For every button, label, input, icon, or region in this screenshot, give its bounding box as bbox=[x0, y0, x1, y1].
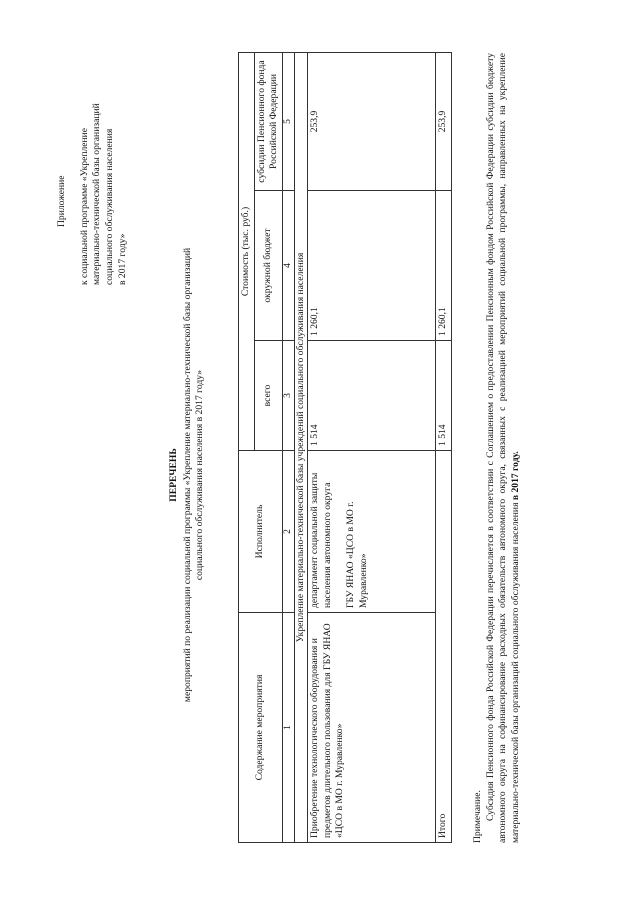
measures-table bbox=[238, 52, 452, 843]
note-text-main: Субсидия Пенсионного фонда Российской Федерации перечисляется в соответствии с Соглашением о предоставлении Пенсионным фондом Российской Федерации субсидии бюджету автономного округа на софинансирование расходных обязательств автономного округа, связанных с реализацией мероприятий социальной программы, направленных на укрепление материально-технической базы организаций социального обслуживания населения bbox=[484, 53, 521, 843]
title-heading: ПЕРЕЧЕНЬ bbox=[168, 448, 179, 502]
header-subsidy: субсидии Пенсионного фонда Российской Федерации bbox=[254, 52, 282, 190]
header-executor: Исполнитель bbox=[239, 451, 283, 613]
column-number: 3 bbox=[282, 341, 294, 451]
column-number: 1 bbox=[282, 613, 294, 843]
total-budget: 1 260,1 bbox=[436, 191, 452, 341]
title-line: мероприятий по реализации социальной программы «Укрепление материально-технической базы организаций bbox=[181, 247, 193, 703]
appendix-line: социального обслуживания населения bbox=[103, 128, 115, 285]
column-number: 4 bbox=[282, 191, 294, 341]
appendix-word: Приложение bbox=[56, 175, 67, 227]
appendix-line: материально-технической базы организаций bbox=[91, 103, 103, 285]
total-label: Итого bbox=[436, 451, 452, 843]
rotated-page bbox=[0, 45, 590, 905]
executor-organization: ГБУ ЯНАО «ЦСО в МО г. Муравленко» bbox=[345, 501, 370, 608]
total-row bbox=[436, 52, 452, 842]
table-row bbox=[308, 52, 436, 842]
header-budget: окружной бюджет bbox=[254, 191, 282, 341]
column-number: 2 bbox=[282, 451, 294, 613]
row-content: Приобретение технологического оборудования и предметов длительного пользования для ГБУ ЯНАО «ЦСО в МО г. Муравленко» bbox=[308, 613, 436, 843]
note-label: Примечание. bbox=[472, 790, 483, 843]
row-budget: 1 260,1 bbox=[308, 191, 436, 341]
executor-department: департамент социальной защиты населения автономного округа bbox=[309, 472, 333, 608]
note-text-bold: в 2017 году. bbox=[509, 451, 521, 501]
document-title bbox=[168, 195, 207, 755]
column-number: 5 bbox=[282, 52, 294, 190]
row-subsidy: 253,9 bbox=[308, 52, 436, 190]
section-row bbox=[294, 52, 308, 842]
note-text bbox=[485, 53, 523, 843]
header-content: Содержание мероприятия bbox=[239, 613, 283, 843]
appendix-block bbox=[56, 60, 129, 285]
appendix-line: в 2017 году» bbox=[116, 233, 128, 285]
header-cost: Стоимость (тыс. руб.) bbox=[239, 52, 255, 450]
total-subsidy: 253,9 bbox=[436, 52, 452, 190]
header-total: всего bbox=[254, 341, 282, 451]
row-executor bbox=[308, 451, 436, 613]
column-numbers-row bbox=[282, 52, 294, 842]
note-block bbox=[472, 53, 523, 843]
section-title: Укрепление материально-технической базы учреждений социального обслуживания населения bbox=[294, 52, 308, 842]
row-total: 1 514 bbox=[308, 341, 436, 451]
title-line: социального обслуживания населения в 2017 году» bbox=[194, 369, 206, 581]
appendix-line: к социальной программе «Укрепление bbox=[78, 127, 90, 285]
total-total: 1 514 bbox=[436, 341, 452, 451]
